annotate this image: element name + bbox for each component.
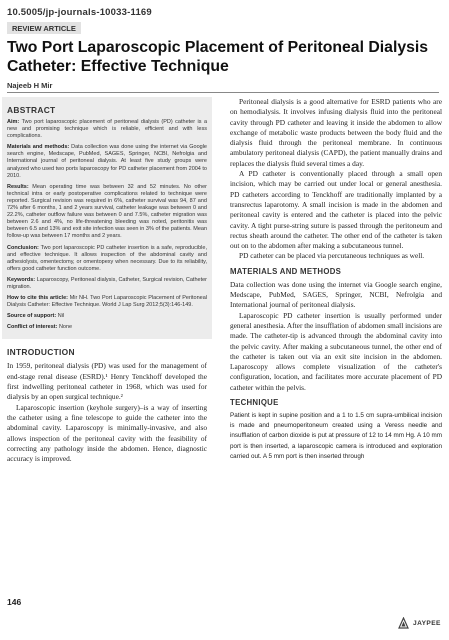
- abstract-citation: How to cite this article: Mir NH. Two Port Laparoscopic Placement of Peritoneal Dialysis Catheter: Effective Technique. World J Lap Surg 2012;5(3):146-149.: [7, 295, 207, 309]
- abstract-box: [2, 97, 212, 339]
- doi: 10.5005/jp-journals-10033-1169: [7, 7, 152, 18]
- body-paragraph: Peritoneal dialysis is a good alternative for ESRD patients who are on hemodialysis. It involves infusing dialysis fluid into the peritoneal cavity through PD catheter and leaving it inside the abdomen to allow exchange of metabolic waste products between the body fluid and the dialysis fluid through the peritoneal membrane. In continuous ambulatory peritoneal dialysis (CAPD), the patient manually drains and replaces the dialysis fluid several times a day.: [230, 97, 442, 168]
- introduction-heading: INTRODUCTION: [7, 347, 75, 358]
- methods-paragraph: Data collection was done using the internet via Google search engine, Medscape, PubMed, SAGES, Springer, NCBI, Nefrolgia and International journal of peritoneal dialysis.: [230, 279, 442, 310]
- abstract-conclusion: Conclusion: Two port laparoscopic PD catheter insertion is a safe, reproducible, and effective technique. It allows inspection of the abdominal cavity and adhesiolysis, omentectomy, or omentopexy when necessary. Due to its reliability, offers good catheter function outcome.: [7, 244, 207, 272]
- intro-paragraph: In 1959, peritoneal dialysis (PD) was used for the management of end-stage renal disease (ESRD).¹ Henry Tenckhoff developed the first indwelling peritoneal catheter in 1968, which was used for dialysis by an open surgical technique.²: [7, 361, 207, 402]
- right-column: [230, 97, 442, 462]
- abstract-methods: Materials and methods: Data collection was done using the internet via Google search engine, Medscape, PubMed, SAGES, Springer, NCBI, Nefrolgia and International journal of peritoneal dialysis. At least five study groups were analyzed who used two ports laparoscopy for PD catheter placement from 2004 to 2010.: [7, 144, 207, 179]
- abstract-keywords: Keywords: Laparoscopy, Peritoneal dialysis, Catheter, Surgical revision, Catheter migration.: [7, 276, 207, 290]
- abstract-support: Source of support: Nil: [7, 313, 65, 320]
- article-type-badge: REVIEW ARTICLE: [7, 22, 81, 34]
- header-divider: [7, 92, 439, 93]
- methods-paragraph: Laparoscopic PD catheter insertion is usually performed under general anesthesia. After the insufflation of abdomen small incisions are made. The catheter-tip is advanced through the abdominal cavity into the pelvic cavity. After making a subcutaneous tunnel, the other end of the catheter is taken out via an exit site incision in the abdomen. Laparoscopy allows complete visualization of the catheter's configuration, location, and facilitates more accurate placement of PD catheter within the pelvis.: [230, 310, 442, 392]
- intro-paragraph: Laparoscopic insertion (keyhole surgery)–is a way of inserting the catheter using a fine telescope to guide the catheter into the abdominal cavity. Laparoscopy is minimally-invasive, and also allows inspection of the peritoneal cavity with the feasibility of correcting any pathology inside the abdomen. Hence, diagnostic accuracy is improved.: [7, 402, 207, 464]
- logo-text: JAYPEE: [413, 620, 441, 627]
- technique-heading: TECHNIQUE: [230, 398, 279, 408]
- article-title: Two Port Laparoscopic Placement of Peritoneal Dialysis Catheter: Effective Technique: [7, 39, 429, 75]
- jaypee-logo-icon: [397, 617, 410, 630]
- methods-heading: MATERIALS AND METHODS: [230, 266, 342, 276]
- page-number: 146: [7, 597, 22, 607]
- abstract-heading: ABSTRACT: [7, 105, 56, 115]
- abstract-results: Results: Mean operating time was between 32 and 52 minutes. No other technical intra or early postoperative complications related to technique were reported. Surgical revision was required in 6%, catheter survival was 94, 87 and 72% after 6 months, 1 and 2 years survival, catheter leakage was between 0 and 22.2%, catheter outflow failure was between 0 and 7.5%, catheter migration was between 2.6 and 4%, no life-threatening bleeding was noted, peritonitis was between 6.5 and 13% and exit site infection was seen in 3% of the patients. Mean follow-up was between 17 months and 2 years.: [7, 183, 207, 240]
- abstract-conflict: Conflict of interest: None: [7, 324, 73, 331]
- author: Najeeb H Mir: [7, 81, 53, 90]
- abstract-aim: Aim: Two port laparoscopic placement of peritoneal dialysis (PD) catheter is a new and promising technique which is reliable, efficient and with less complications.: [7, 119, 207, 140]
- left-column: [7, 97, 207, 464]
- technique-paragraph: Patient is kept in supine position and a 1 to 1.5 cm supra-umbilical incision is made and pneumoperitoneum created using a Veress needle and insufflation of carbon dioxide is put at pressure of 12 to 14 mm Hg. A 10 mm port is then inserted, a laparoscopic camera is introduced and exploration carried out. A 5 mm port is then inserted through: [230, 412, 442, 460]
- body-paragraph: A PD catheter is conventionally placed through a small open incision, which may be carried out under local or general anesthesia. PD catheters according to Tenckhoff are traditionally implanted by a transrectus laparotomy. A small incision is made in the abdomen and peritoneal cavity is entered and the catheter is placed into the pelvic cavity. A tight purse-string suture is passed through the peritoneum and rectus sheath around the catheter. The other end of the catheter is taken out on to the abdomen after making a subcutaneous tunnel.: [230, 169, 442, 251]
- publisher-logo: [397, 617, 441, 630]
- body-paragraph: PD catheter can be placed via percutaneous techniques as well.: [239, 251, 425, 261]
